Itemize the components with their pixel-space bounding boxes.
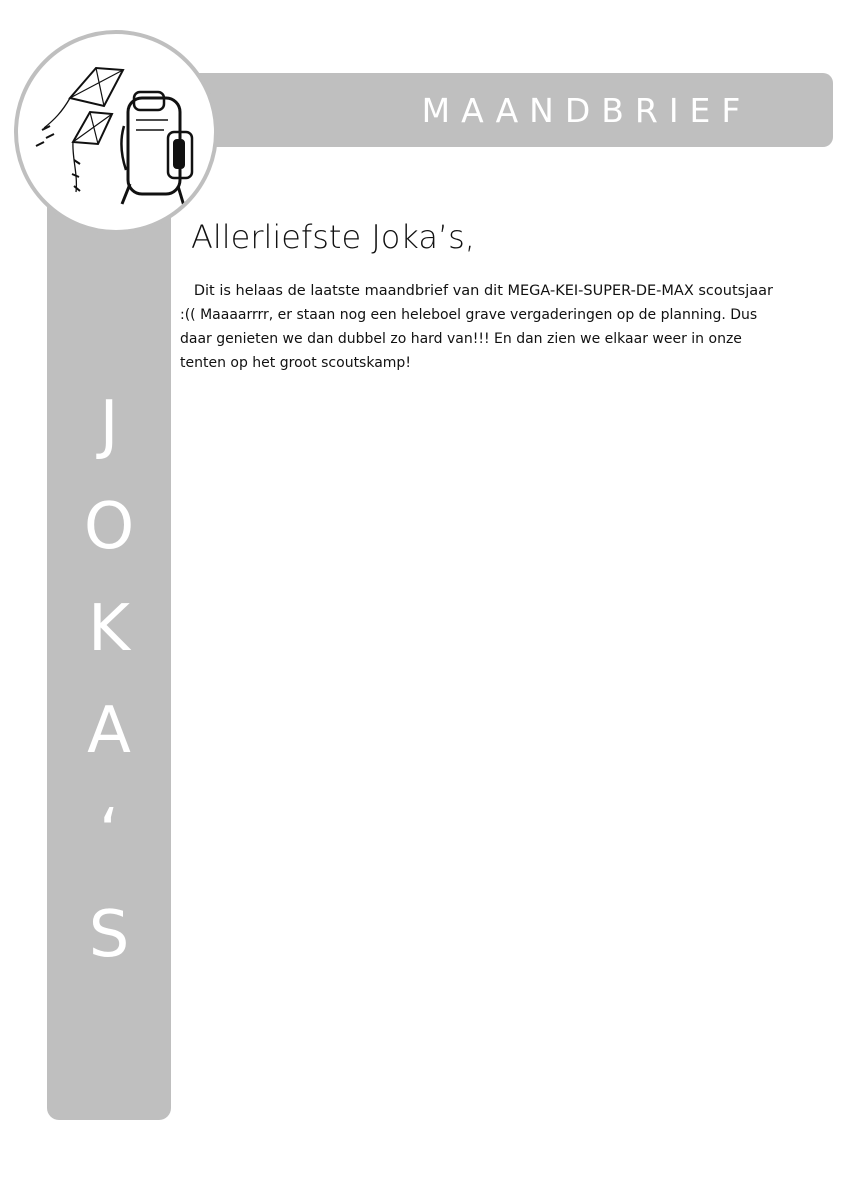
- sidebar-letter: O: [83, 490, 135, 564]
- sidebar-letter: A: [87, 694, 131, 768]
- letter-text: Dit is helaas de laatste maandbrief van dit MEGA-KEI-SUPER-DE-MAX scoutsjaar: [193, 283, 773, 299]
- sidebar-vertical-title: [47, 374, 171, 986]
- letter-paragraph: :(( Maaaarrrr, er staan nog een heleboel grave vergaderingen op de planning. Dus daar genieten we dan dubbel zo hard van!!! En dan zien we elkaar weer in onze tenten op het groot scoutskamp!: [180, 307, 758, 371]
- letter-body: [180, 279, 780, 375]
- letter-paragraph-line: [180, 279, 780, 303]
- greeting-heading: Allerliefste Joka’s,: [191, 218, 475, 256]
- sidebar-letter: S: [88, 898, 130, 972]
- kite-icon: [36, 68, 123, 192]
- header-band: [160, 73, 833, 147]
- page-title: MAANDBRIEF: [421, 90, 752, 130]
- logo: [14, 30, 218, 234]
- sidebar-letter: ‘: [98, 796, 120, 870]
- backpack-icon: [121, 92, 192, 206]
- sidebar-letter: J: [99, 388, 119, 462]
- sidebar-letter: K: [88, 592, 130, 666]
